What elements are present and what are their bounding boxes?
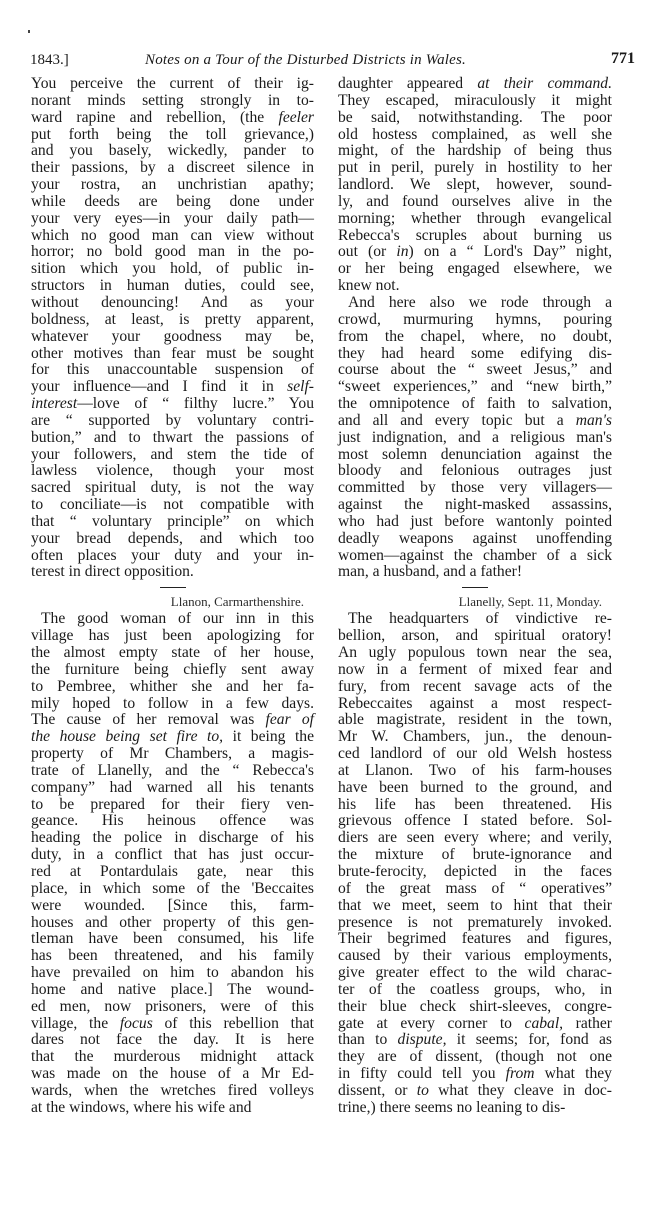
- text-line: bellion, arson, and spiritual oratory!: [338, 627, 612, 645]
- text-line: landlord. We slept, however, sound-: [338, 176, 612, 194]
- text-line: has been threatened, and his family: [31, 947, 314, 965]
- text-line: against the night-masked assassins,: [338, 496, 612, 514]
- text-line: from the chapel, where, no doubt,: [338, 327, 612, 345]
- text-line: they had heard some edifying dis-: [338, 344, 612, 362]
- text-line: just indignation, and a religious man's: [338, 428, 612, 446]
- text-line: for this unaccountable suspension of: [31, 361, 314, 379]
- text-line: village has just been apologizing for: [31, 627, 314, 645]
- text-line: to Pembree, whither she and her fa-: [31, 677, 314, 695]
- text-line: the almost empty state of her house,: [31, 644, 314, 661]
- text-line: grievous offence I stated before. Sol-: [338, 812, 612, 830]
- text-line: your influence—and I find it in self-: [31, 378, 314, 396]
- text-line: village, the focus of this rebellion that: [31, 1014, 314, 1032]
- text-line: mily hoped to follow in a few days.: [31, 694, 314, 712]
- text-line: structors in human duties, could see,: [31, 277, 314, 295]
- text-line: trate of Llanelly, and the “ Rebecca's: [31, 761, 314, 779]
- text-line: able magistrate, resident in the town,: [338, 711, 612, 729]
- text-line: interest—love of “ filthy lucre.” You: [31, 395, 314, 413]
- scan-speck: [28, 30, 30, 33]
- text-line: his life has been threatened. His: [338, 795, 612, 813]
- text-line: and all and every topic but a man's: [338, 411, 612, 429]
- left-column: [31, 76, 314, 1117]
- text-line: ed men, now prisoners, were of this: [31, 997, 314, 1015]
- dateline: Llanon, Carmarthenshire.: [170, 594, 304, 610]
- text-line: their blue check shirt-sleeves, congre-: [338, 997, 612, 1015]
- text-line: bloody and felonious outrages just: [338, 462, 612, 480]
- text-line: man, a husband, and a father!: [338, 563, 523, 581]
- text-line: dares not face the day. It is here: [31, 1031, 314, 1049]
- text-line: crowd, murmuring hymns, pouring: [338, 310, 612, 328]
- text-line: boldness, at least, is pretty apparent,: [31, 310, 314, 328]
- text-line: who had just before wantonly pointed: [338, 512, 612, 530]
- text-line: might, of the hardship of being thus: [338, 142, 612, 160]
- paragraph: [338, 611, 612, 1116]
- text-line: most solemn denunciation against the: [338, 445, 612, 463]
- text-line: The good woman of our inn in this: [41, 610, 314, 628]
- text-line: than to dispute, it seems; for, fond as: [338, 1031, 612, 1049]
- text-line: property of Mr Chambers, a magis-: [31, 745, 314, 763]
- text-line: often places your duty and your in-: [31, 546, 314, 564]
- text-line: geance. His heinous offence was: [31, 812, 314, 830]
- text-line: They escaped, miraculously it might: [338, 91, 612, 109]
- text-line: whatever your goodness may be,: [31, 327, 314, 345]
- text-line: at Llanon. Two of his farm-houses: [338, 761, 612, 779]
- text-line: was made on the house of a Mr Ed-: [31, 1065, 314, 1083]
- text-line: home and native place.] The wound-: [31, 980, 314, 998]
- paragraph: [338, 295, 612, 581]
- text-line: sition which you hold, of public in-: [31, 260, 314, 278]
- text-line: old hostess complained, as well she: [338, 125, 612, 143]
- text-line: and you basely, wickedly, pander to: [31, 142, 314, 160]
- text-line: your very eyes—in your daily path—: [31, 209, 314, 227]
- text-line: at the windows, where his wife and: [31, 1098, 252, 1116]
- text-line: women—against the chamber of a sick: [338, 546, 612, 564]
- text-line: The headquarters of vindictive re-: [348, 610, 612, 628]
- volume-year: 1843.]: [30, 52, 69, 68]
- text-line: that the murderous midnight attack: [31, 1048, 314, 1066]
- text-line: that we meet, seem to hint that their: [338, 896, 612, 914]
- text-line: An ugly populous town near the sea,: [338, 644, 612, 661]
- text-line: trine,) there seems no leaning to dis-: [338, 1098, 566, 1116]
- text-line: And here also we rode through a: [348, 293, 612, 311]
- text-line: give greater effect to the wild charac-: [338, 964, 612, 982]
- right-column: [338, 76, 612, 1117]
- text-line: lawless violence, though your most: [31, 462, 314, 480]
- text-line: tleman have been consumed, his life: [31, 930, 314, 948]
- text-line: ced landlord of our old Welsh hostess: [338, 745, 612, 763]
- text-line: heading the police in discharge of his: [31, 829, 314, 847]
- text-line: committed by those very villagers—: [338, 479, 612, 497]
- text-line: your followers, and stem the tide of: [31, 445, 314, 463]
- page-number: 771: [611, 50, 635, 67]
- text-line: bution,” and to thwart the passions of: [31, 428, 314, 446]
- section-divider: [462, 587, 488, 588]
- text-line: houses and other property of this gen-: [31, 913, 314, 931]
- text-line: brute-ferocity, depicted in the faces: [338, 862, 612, 880]
- text-line: put forth being the toll grievance,): [31, 125, 314, 143]
- dateline: Llanelly, Sept. 11, Monday.: [458, 594, 602, 610]
- text-line: ly, and found ourselves alive in the: [338, 192, 612, 210]
- text-line: Their begrimed features and figures,: [338, 930, 612, 948]
- text-line: to conciliate—is not compatible with: [31, 496, 314, 514]
- text-line: your rostra, an unchristian apathy;: [31, 176, 314, 194]
- text-line: ward rapine and rebellion, (the feeler: [31, 108, 314, 126]
- text-line: were wounded. [Since this, farm-: [31, 896, 314, 914]
- text-line: put in peril, purely in hostility to her: [338, 159, 612, 177]
- text-line: without denouncing! And as your: [31, 293, 314, 311]
- text-line: be said, notwithstanding. The poor: [338, 108, 612, 126]
- text-line: morning; whether through evangelical: [338, 209, 612, 227]
- paragraph: [31, 76, 314, 581]
- text-line: Rebecca's scruples about burning us: [338, 226, 612, 244]
- text-line: presence is not prematurely invoked.: [338, 913, 612, 931]
- text-line: now in a ferment of mixed fear and: [338, 660, 612, 678]
- text-line: company” had warned all his tenants: [31, 778, 314, 796]
- text-line: course about the “ sweet Jesus,” and: [338, 361, 612, 379]
- text-line: out (or in) on a “ Lord's Day” night,: [338, 243, 612, 261]
- text-line: terest in direct opposition.: [31, 563, 194, 581]
- text-line: have been burned to the ground, and: [338, 778, 612, 796]
- text-line: sacred spiritual duty, is not the way: [31, 479, 314, 497]
- text-line: red at Pontardulais gate, near this: [31, 862, 314, 880]
- text-line: their passions, by a discreet silence in: [31, 159, 314, 177]
- text-line: Rebeccaites against a most respect-: [338, 694, 612, 712]
- section-divider: [160, 587, 186, 588]
- text-line: place, in which some of the 'Beccaites: [31, 879, 314, 897]
- text-line: The cause of her removal was fear of: [31, 711, 314, 729]
- text-line: or her being engaged elsewhere, we: [338, 260, 612, 278]
- text-line: dissent, or to what they cleave in doc-: [338, 1081, 612, 1099]
- text-line: You perceive the current of their ig-: [31, 75, 314, 92]
- text-line: fury, from recent savage acts of the: [338, 677, 612, 695]
- text-line: in fifty could tell you from what they: [338, 1065, 612, 1083]
- text-line: horror; no bold good man in the po-: [31, 243, 314, 261]
- text-line: caused by their various employments,: [338, 947, 612, 965]
- running-head: [30, 52, 635, 72]
- text-line: that “ voluntary principle” on which: [31, 512, 314, 530]
- text-line: gate at every corner to cabal, rather: [338, 1014, 612, 1032]
- text-line: wards, when the wretches fired volleys: [31, 1081, 314, 1099]
- text-line: knew not.: [338, 277, 400, 295]
- running-title: Notes on a Tour of the Disturbed Districts in Wales.: [145, 52, 466, 68]
- text-line: diers are seen every where; and verily,: [338, 829, 612, 847]
- text-line: the furniture being chiefly sent away: [31, 660, 314, 678]
- text-line: your bread depends, and which too: [31, 529, 314, 547]
- text-line: deadly weapons against unoffending: [338, 529, 612, 547]
- text-line: while deeds are being done under: [31, 192, 314, 210]
- text-line: norant minds setting strongly in to-: [31, 91, 314, 109]
- text-line: daughter appeared at their command.: [338, 75, 612, 92]
- text-line: the mixture of brute-ignorance and: [338, 846, 612, 864]
- text-line: to be prepared for their fiery ven-: [31, 795, 314, 813]
- paragraph: [31, 611, 314, 1116]
- text-line: duty, in a conflict that has just occur-: [31, 846, 314, 864]
- text-line: which no good man can view without: [31, 226, 314, 244]
- text-line: other motives than fear must be sought: [31, 344, 314, 362]
- text-line: of the great mass of “ operatives”: [338, 879, 612, 897]
- paragraph: [338, 76, 612, 295]
- text-line: they are of dissent, (though not one: [338, 1048, 612, 1066]
- text-line: are “ supported by voluntary contri-: [31, 411, 314, 429]
- text-line: the house being set fire to, it being the: [31, 728, 315, 746]
- text-line: “sweet experiences,” and “new birth,”: [338, 378, 612, 396]
- text-line: the omnipotence of faith to salvation,: [338, 395, 612, 413]
- text-line: ter of the coatless groups, who, in: [338, 980, 612, 998]
- text-line: Mr W. Chambers, jun., the denoun-: [338, 728, 612, 746]
- text-line: have prevailed on him to abandon his: [31, 964, 314, 982]
